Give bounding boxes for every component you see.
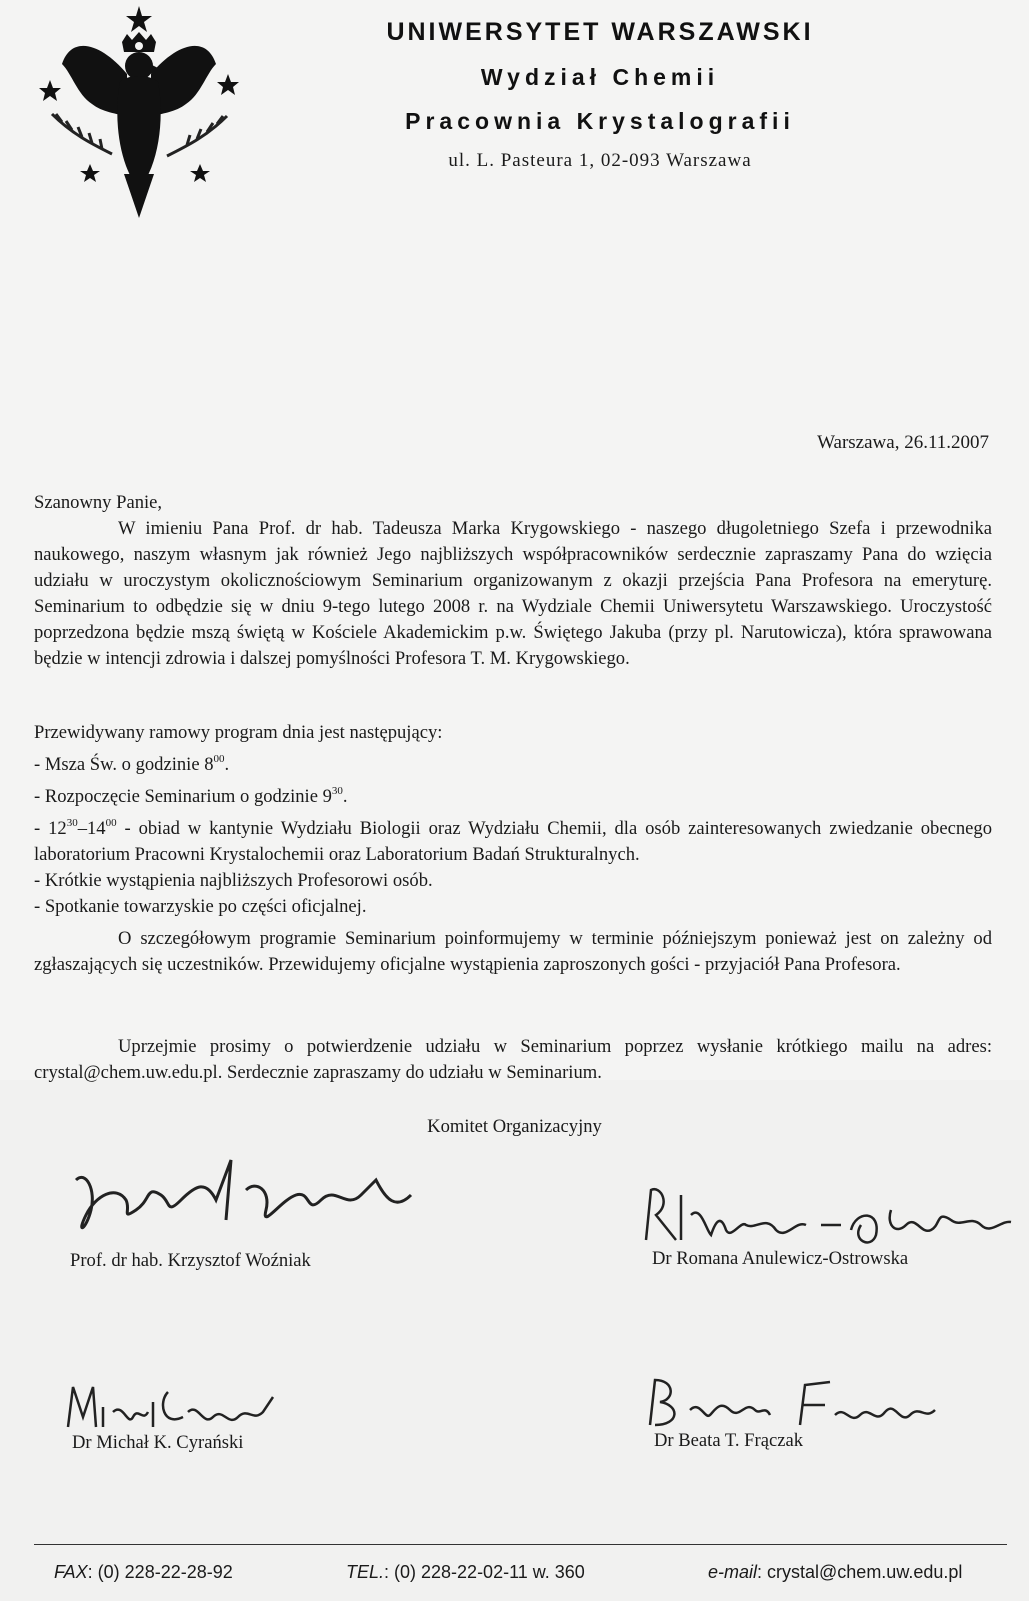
program-item-text: - Rozpoczęcie Seminarium o godzinie 9 xyxy=(34,786,332,807)
signatory-name: Dr Michał K. Cyrański xyxy=(72,1432,244,1453)
program-item-text: - Msza Św. o godzinie 8 xyxy=(34,754,214,775)
program-item-end: . xyxy=(224,754,230,775)
university-name: UNIWERSYTET WARSZAWSKI xyxy=(386,18,814,46)
program-item: - Spotkanie towarzyskie po części oficjalnej. xyxy=(34,896,367,917)
program-list xyxy=(34,720,992,920)
fax-label: FAX xyxy=(54,1562,88,1582)
tel-number: : (0) 228-22-02-11 w. 360 xyxy=(384,1562,585,1582)
program-item: - Krótkie wystąpienia najbliższych Profesorowi osób. xyxy=(34,870,433,891)
time-superscript: 00 xyxy=(213,753,225,765)
footer-divider xyxy=(34,1544,1007,1545)
tel-label: TEL. xyxy=(346,1562,385,1582)
signatory-name: Dr Romana Anulewicz-Ostrowska xyxy=(652,1248,909,1269)
signature-scribble xyxy=(56,1140,426,1260)
signatory-name: Prof. dr hab. Krzysztof Woźniak xyxy=(70,1250,311,1271)
letterhead-address: ul. L. Pasteura 1, 02-093 Warszawa xyxy=(448,150,752,171)
program-item-prefix: - 12 xyxy=(34,818,67,839)
program-intro: Przewidywany ramowy program dnia jest następujący: xyxy=(34,722,443,743)
signatory-name: Dr Beata T. Frączak xyxy=(654,1430,804,1451)
fax-number: : (0) 228-22-28-92 xyxy=(87,1562,233,1582)
details-paragraph: O szczegółowym programie Seminarium poinformujemy w terminie późniejszym ponieważ jest on zależny od zgłaszających się uczestników. Przewidujemy oficjalne wystąpienia zaproszonych gości - przyjaciół Pana Profesora. xyxy=(34,928,992,975)
program-item-mid: –14 xyxy=(77,818,106,839)
footer-fax xyxy=(54,1562,233,1583)
footer-tel xyxy=(346,1562,585,1583)
salutation: Szanowny Panie, xyxy=(34,492,163,513)
footer-email xyxy=(708,1562,962,1583)
laboratory-name: Pracownia Krystalografii xyxy=(405,108,795,134)
program-item xyxy=(34,810,992,868)
faculty-name: Wydział Chemii xyxy=(480,64,720,90)
invitation-paragraph: W imieniu Pana Prof. dr hab. Tadeusza Marka Krygowskiego - naszego długoletniego Szefa i przewodnika naukowego, naszym własnym jak również Jego najbliższych współpracowników serdecznie zapraszamy Pana do wzięcia udziału w uroczystym okolicznościowym Seminarium organizowanym z okazji przejścia Pana Profesora na emeryturę. Seminarium to odbędzie się w dniu 9-tego lutego 2008 r. na Wydziale Chemii Uniwersytetu Warszawskiego. Uroczystość poprzedzona będzie mszą świętą w Kościele Akademickim p.w. Świętego Jakuba (przy pl. Narutowicza), która sprawowana będzie w intencji zdrowia i dalszej pomyślności Profesora T. M. Krygowskiego. xyxy=(34,518,992,669)
time-superscript: 00 xyxy=(105,817,117,829)
program-item-text: - obiad w kantynie Wydziału Biologii oraz Wydziału Chemii, dla osób zainteresowanych zwiedzanie obecnego laboratorium Pracowni Krystalochemii oraz Laboratorium Badań Strukturalnych. xyxy=(34,818,992,865)
program-item-end: . xyxy=(342,786,348,807)
eagle-emblem-icon xyxy=(32,4,247,219)
letter-date: Warszawa, 26.11.2007 xyxy=(817,432,989,453)
program-item xyxy=(34,778,992,810)
email-label: e-mail xyxy=(708,1562,758,1582)
time-superscript: 30 xyxy=(331,785,343,797)
time-superscript: 30 xyxy=(66,817,78,829)
committee-label: Komitet Organizacyjny xyxy=(427,1116,602,1137)
rsvp-paragraph: Uprzejmie prosimy o potwierdzenie udziału w Seminarium poprzez wysłanie krótkiego mailu na adres: crystal@chem.uw.edu.pl. Serdecznie zapraszamy do udziału w Seminarium. xyxy=(34,1036,992,1083)
email-address: : crystal@chem.uw.edu.pl xyxy=(757,1562,963,1582)
program-item xyxy=(34,746,992,778)
